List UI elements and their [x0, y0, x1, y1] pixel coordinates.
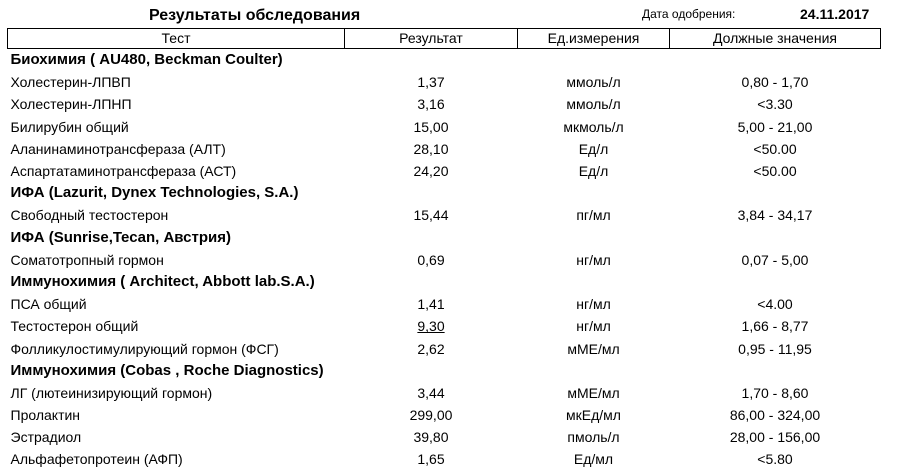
table-row: [8, 337, 881, 359]
result-value-cell: 2,62: [417, 340, 445, 357]
reference-range-cell: 86,00 - 324,00: [729, 407, 821, 424]
table-row: [8, 138, 881, 160]
table-row: [8, 426, 881, 448]
unit-cell: мкЕд/мл: [566, 407, 621, 424]
test-name-cell: ПСА общий: [10, 296, 87, 313]
section-title: Иммунохимия ( Architect, Abbott lab.S.A.): [10, 272, 315, 290]
column-header-result: Результат: [345, 29, 518, 49]
approval-date-value: 24.11.2017: [800, 6, 870, 22]
unit-cell: Ед/л: [578, 140, 609, 157]
unit-cell: мМЕ/мл: [567, 340, 620, 357]
section-title: ИФА (Sunrise,Tecan, Австрия): [10, 228, 231, 246]
section-header-row: [8, 227, 881, 249]
test-name-cell: Аспартатаминотрансфераза (АСТ): [10, 163, 237, 180]
results-body: [8, 49, 881, 471]
result-value-cell: 24,20: [413, 163, 449, 180]
unit-cell: пг/мл: [576, 207, 611, 224]
reference-range-cell: <4.00: [757, 296, 793, 313]
table-row: [8, 116, 881, 138]
reference-range-cell: 1,70 - 8,60: [741, 384, 809, 401]
test-name-cell: Альфафетопротеин (АФП): [10, 451, 183, 468]
unit-cell: пмоль/л: [567, 429, 620, 446]
result-value-cell: 3,44: [417, 384, 445, 401]
result-value-cell: 1,37: [417, 74, 445, 91]
column-header-reference: Должные значения: [670, 29, 881, 49]
page-title: Результаты обследования: [149, 7, 361, 24]
reference-range-cell: 0,07 - 5,00: [741, 251, 809, 268]
result-value-cell: [345, 315, 518, 337]
unit-cell: нг/мл: [576, 251, 611, 268]
unit-cell: нг/мл: [576, 318, 611, 335]
section-header-row: [8, 271, 881, 293]
reference-range-cell: 0,80 - 1,70: [741, 74, 809, 91]
column-header-unit: Ед.измерения: [518, 29, 670, 49]
reference-range-cell: <50.00: [753, 163, 797, 180]
section-title: ИФА (Lazurit, Dynex Technologies, S.A.): [10, 184, 299, 202]
result-value-cell: 28,10: [413, 140, 449, 157]
result-value-cell: 15,00: [413, 118, 449, 135]
result-value-cell: 15,44: [413, 207, 449, 224]
column-header-test: Тест: [8, 29, 345, 49]
reference-range-cell: 5,00 - 21,00: [737, 118, 813, 135]
result-value-cell: 0,69: [417, 251, 445, 268]
unit-cell: нг/мл: [576, 296, 611, 313]
reference-range-cell: <3.30: [757, 96, 793, 113]
test-name-cell: Фолликулостимулирующий гормон (ФСГ): [10, 340, 279, 357]
reference-range-cell: 3,84 - 34,17: [737, 207, 813, 224]
result-value-cell: 3,16: [417, 96, 445, 113]
unit-cell: ммоль/л: [566, 96, 621, 113]
reference-range-cell: <50.00: [753, 140, 797, 157]
result-value-cell: 39,80: [413, 429, 449, 446]
section-header-row: [8, 360, 881, 382]
test-name-cell: Холестерин-ЛПНП: [10, 96, 132, 113]
unit-cell: мкмоль/л: [563, 118, 624, 135]
test-name-cell: Аланинаминотрансфераза (АЛТ): [10, 140, 226, 157]
test-name-cell: ЛГ (лютеинизирующий гормон): [10, 384, 213, 401]
unit-cell: Ед/мл: [573, 451, 614, 468]
section-header-row: [8, 49, 881, 72]
reference-range-cell: <5.80: [757, 451, 793, 468]
reference-range-cell: 0,95 - 11,95: [738, 340, 812, 357]
unit-cell: мМЕ/мл: [567, 384, 620, 401]
table-row: [8, 382, 881, 404]
section-title: Биохимия ( AU480, Beckman Coulter): [10, 51, 283, 69]
table-row: [8, 404, 881, 426]
table-row: [8, 160, 881, 182]
test-name-cell: Соматотропный гормон: [10, 251, 164, 268]
test-name-cell: Тестостерон общий: [10, 318, 139, 335]
result-value-cell: 1,41: [417, 296, 445, 313]
test-name-cell: Свободный тестостерон: [10, 207, 169, 224]
table-row: [8, 448, 881, 470]
result-value-cell: 299,00: [409, 407, 453, 424]
table-row: [8, 315, 881, 337]
reference-range-cell: 1,66 - 8,77: [741, 318, 809, 335]
table-row: [8, 204, 881, 226]
unit-cell: Ед/л: [578, 163, 609, 180]
approval-date-label: Дата одобрения:: [642, 7, 736, 21]
test-name-cell: Пролактин: [10, 407, 81, 424]
test-name-cell: Эстрадиол: [10, 429, 82, 446]
reference-range-cell: 28,00 - 156,00: [729, 429, 821, 446]
table-row: [8, 293, 881, 315]
result-value-flagged: 9,30: [417, 318, 445, 335]
test-name-cell: Холестерин-ЛПВП: [10, 74, 131, 91]
table-row: [8, 249, 881, 271]
table-row: [8, 71, 881, 93]
test-name-cell: Билирубин общий: [10, 118, 129, 135]
section-title: Иммунохимия (Cobas , Roche Diagnostics): [10, 361, 324, 379]
unit-cell: ммоль/л: [566, 74, 621, 91]
table-row: [8, 93, 881, 115]
result-value-cell: 1,65: [417, 451, 445, 468]
results-table: [7, 28, 881, 471]
table-header-row: [8, 29, 881, 49]
section-header-row: [8, 182, 881, 204]
